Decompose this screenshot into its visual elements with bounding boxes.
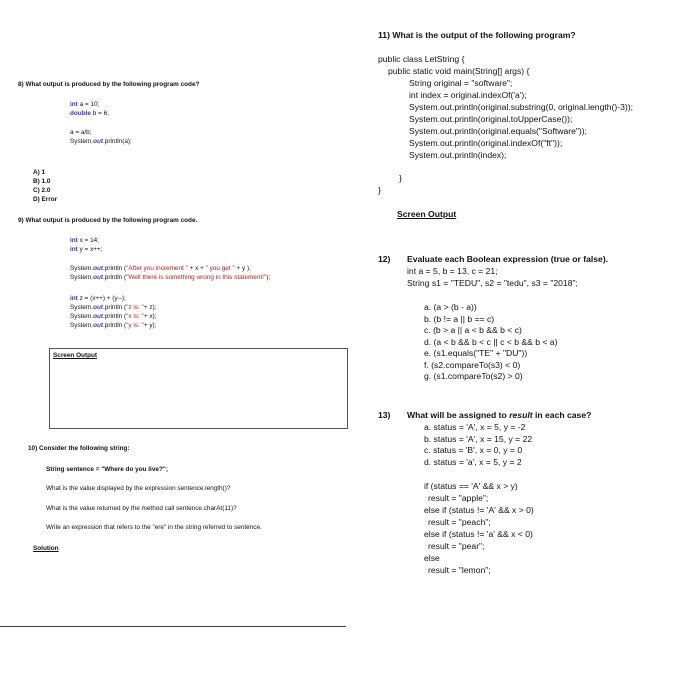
q9-code-line-2: int y = x++;: [70, 246, 103, 253]
q11-code-line-5: System.out.println(original.substring(0, original.length()-3));: [409, 102, 634, 112]
q12-item-f: f. (s2.compareTo(s3) < 0): [424, 359, 521, 370]
q11-code-line-2: public static void main(String[] args) {: [388, 66, 530, 76]
q12-item-g: g. (s1.compareTo(s2) > 0): [424, 371, 523, 381]
q10-question-c: Write an expression that refers to the "ere" in the string referred to sentence.: [46, 524, 262, 531]
q11-screen-output-label: Screen Output: [397, 209, 457, 219]
q13-case-c: c. status = 'B', x = 0, y = 0: [424, 445, 523, 455]
q12-decl-2: String s1 = "TEDU", s2 = "tedu", s3 = "2018";: [407, 278, 578, 288]
q11-code-line-4: int index = original.indexOf('a');: [409, 90, 527, 100]
q13-code-line-2: result = "apple";: [428, 493, 489, 503]
q12-item-d: d. (a < b && b < c || c < b && b < a): [424, 336, 558, 347]
q11-code-line-7: System.out.println(original.equals("Software"));: [409, 126, 588, 136]
q10-solution-label: Solution: [33, 545, 59, 552]
q8-option-a: A) 1: [33, 169, 46, 176]
q12-item-c: c. (b > a || a < b && b < c): [424, 325, 522, 335]
q11-code-line-11: }: [378, 185, 381, 195]
q8-title: 8) What output is produced by the following program code?: [18, 81, 200, 88]
q12-decl-1: int a = 5, b = 13, c = 21;: [407, 266, 498, 276]
q13-code-line-6: result = "pear";: [428, 541, 485, 551]
q12-number: 12): [378, 254, 391, 264]
q9-screen-output-label: Screen Output: [53, 352, 98, 359]
q8-code-line-2: double b = 6;: [70, 110, 109, 117]
q11-code-line-3: String original = "software";: [409, 78, 513, 88]
q13-code-line-8: result = "lemon";: [428, 565, 491, 575]
q8-code-line-4: System.out.println(a);: [70, 138, 132, 145]
q11-code-line-1: public class LetString {: [378, 54, 465, 64]
q10-question-b: What is the value returned by the method call sentence.charAt(11)?: [46, 505, 237, 512]
q9-code-line-6: System.out.println ("z is: "+ z);: [70, 304, 157, 311]
q13-case-d: d. status = 'a', x = 5, y = 2: [424, 456, 522, 467]
q13-case-b: b. status = 'A', x = 15, y = 22: [424, 433, 533, 444]
q9-screen-output-box[interactable]: [49, 348, 348, 429]
q12-item-e: e. (s1.equals("TE" + "DU")): [424, 348, 528, 358]
q8-option-c: C) 2.0: [33, 187, 51, 194]
q13-code-line-3: else if (status != 'A' && x > 0): [424, 505, 534, 515]
q9-code-line-7: System.out.println ("x is: "+ x);: [70, 313, 157, 320]
q11-code-line-9: System.out.println(index);: [409, 150, 507, 160]
q12-item-a: a. (a > (b - a)): [424, 302, 477, 312]
q9-code-line-5: int z = (x++) + (y--);: [70, 295, 126, 302]
q8-options: [33, 168, 57, 204]
q12-items: [424, 302, 557, 383]
q13-code-line-7: else: [424, 553, 440, 563]
q9-code-line-8: System.out.println ("y is: "+ y);: [70, 322, 157, 329]
q9-code-line-4: System.out.println ("Well there is something wrong in this statement!");: [70, 274, 271, 281]
q13-code-line-5: else if (status != 'a' && x < 0): [424, 529, 533, 539]
q9-code-line-3: System.out.println ("After you increment " + x + " you get " + y );: [70, 265, 251, 272]
q12-title: Evaluate each Boolean expression (true or false).: [407, 254, 609, 264]
q8-code-line-1: int a = 10;: [70, 101, 100, 108]
q9-title: 9) What output is produced by the following program code.: [18, 217, 198, 224]
q12-item-b: b. (b != a || b == c): [424, 313, 495, 324]
q11-title: 11) What is the output of the following program?: [378, 30, 576, 40]
q13-code-line-4: result = "peach";: [428, 517, 491, 527]
q10-title: 10) Consider the following string:: [28, 445, 130, 452]
q13-case-a: a. status = 'A', x = 5, y = -2: [424, 422, 526, 432]
q8-code-line-3: a = a/b;: [70, 129, 92, 136]
q11-code-line-10: }: [399, 173, 402, 183]
q10-question-a: What is the value displayed by the expression sentence.length()?: [46, 485, 231, 492]
q11-code-line-8: System.out.println(original.indexOf("ft"));: [409, 138, 563, 148]
q10-sentence: String sentence = "Where do you live?";: [46, 466, 169, 473]
q13-code-line-1: if (status == 'A' && x > y): [424, 481, 518, 491]
q9-code-line-1: int x = 14;: [70, 237, 99, 244]
q13-title: What will be assigned to result in each case?: [407, 410, 592, 420]
q13-cases: [424, 422, 532, 468]
q11-code-line-6: System.out.println(original.toUpperCase());: [409, 114, 573, 124]
q13-number: 13): [378, 410, 391, 420]
q8-option-b: B) 1.0: [33, 178, 51, 185]
page-divider: [0, 626, 346, 627]
q8-option-d: D) Error: [33, 196, 58, 203]
